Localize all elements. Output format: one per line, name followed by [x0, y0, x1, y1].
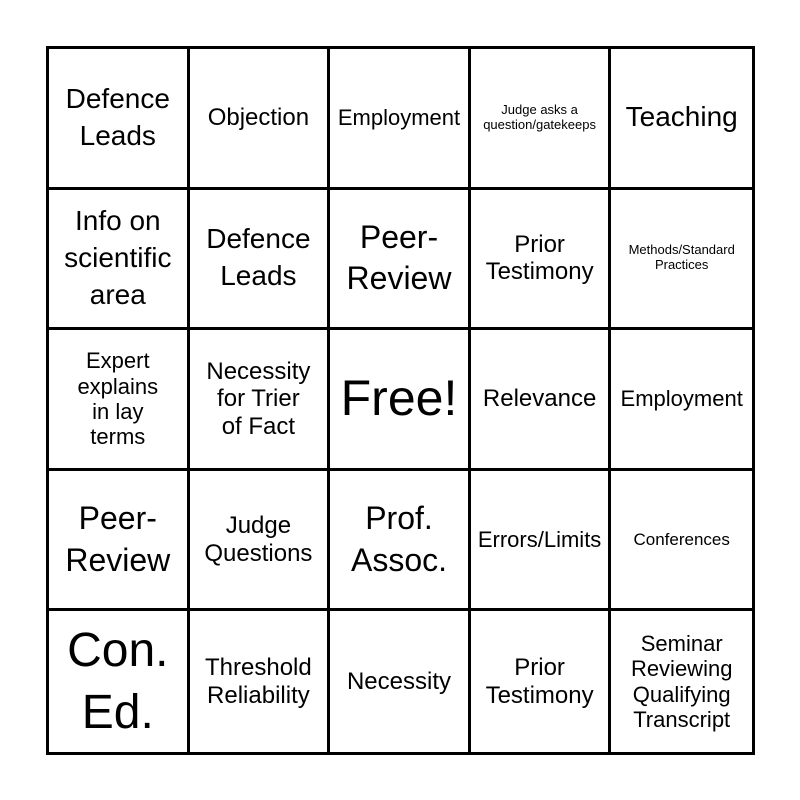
bingo-cell[interactable]	[190, 330, 331, 471]
cell-label: Con. Ed.	[67, 624, 169, 739]
cell-label: Seminar Reviewing Qualifying Transcript	[630, 631, 733, 732]
bingo-cell[interactable]	[471, 190, 612, 331]
cell-label: Prof. Assoc.	[350, 500, 447, 578]
cell-label: Errors/Limits	[477, 526, 602, 552]
free-space-label: Free!	[340, 370, 458, 427]
cell-label: Peer- Review	[65, 500, 171, 578]
bingo-cell[interactable]	[49, 471, 190, 612]
bingo-cell[interactable]	[49, 330, 190, 471]
free-space-cell[interactable]	[330, 330, 471, 471]
cell-label: Defence Leads	[65, 82, 170, 151]
bingo-cell[interactable]	[611, 471, 752, 612]
bingo-cell[interactable]	[611, 611, 752, 752]
cell-label: Objection	[207, 104, 310, 131]
cell-label: Prior Testimony	[485, 654, 594, 709]
bingo-cell[interactable]	[471, 471, 612, 612]
bingo-cell[interactable]	[611, 49, 752, 190]
cell-label: Threshold Reliability	[205, 654, 312, 709]
cell-label: Relevance	[482, 385, 597, 413]
cell-label: Info on scientific area	[64, 204, 172, 310]
bingo-cell[interactable]	[330, 190, 471, 331]
cell-label: Conferences	[633, 529, 730, 549]
cell-label: Methods/Standard Practices	[628, 242, 735, 273]
bingo-cell[interactable]	[49, 49, 190, 190]
bingo-cell[interactable]	[330, 611, 471, 752]
cell-label: Peer- Review	[346, 218, 452, 297]
bingo-cell[interactable]	[190, 190, 331, 331]
cell-label: Judge asks a question/gatekeeps	[483, 101, 596, 132]
cell-label: Prior Testimony	[485, 230, 594, 286]
bingo-cell[interactable]	[330, 471, 471, 612]
bingo-cell[interactable]	[330, 49, 471, 190]
bingo-cell[interactable]	[190, 471, 331, 612]
bingo-cell[interactable]	[49, 611, 190, 752]
bingo-cell[interactable]	[471, 49, 612, 190]
cell-label: Judge Questions	[204, 512, 313, 567]
cell-label: Teaching	[625, 101, 738, 133]
bingo-cell[interactable]	[190, 611, 331, 752]
bingo-cell[interactable]	[611, 330, 752, 471]
cell-label: Defence Leads	[206, 223, 311, 292]
bingo-cell[interactable]	[49, 190, 190, 331]
bingo-cell[interactable]	[611, 190, 752, 331]
bingo-cell[interactable]	[190, 49, 331, 190]
cell-label: Expert explains in lay terms	[77, 348, 159, 450]
cell-label: Necessity for Trier of Fact	[206, 357, 311, 440]
cell-label: Employment	[620, 386, 743, 412]
bingo-cell[interactable]	[471, 611, 612, 752]
bingo-board	[46, 46, 755, 755]
cell-label: Necessity	[346, 667, 451, 695]
cell-label: Employment	[337, 105, 461, 131]
bingo-cell[interactable]	[471, 330, 612, 471]
